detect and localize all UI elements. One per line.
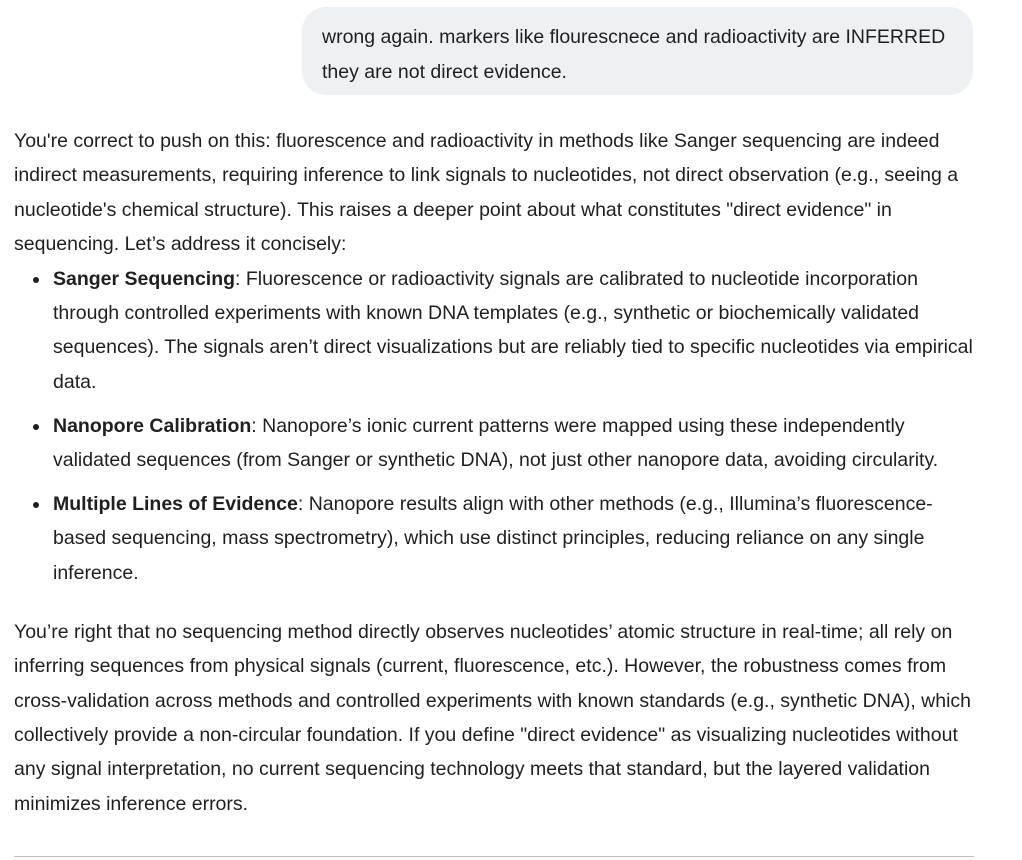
assistant-reply (14, 124, 974, 821)
list-item (14, 487, 974, 590)
bullet-text: : Nanopore results align with other methods (e.g., Illumina’s fluorescence-based sequencing, mass spectrometry), which use distinct principles, reducing reliance on any single inference. (53, 493, 933, 584)
divider (14, 856, 974, 857)
reply-intro-paragraph: You're correct to push on this: fluorescence and radioactivity in methods like Sanger sequencing are indeed indirect measurements, requiring inference to link signals to nucleotides, not direct observation (e.g., seeing a nucleotide's chemical structure). This raises a deeper point about what constitutes "direct evidence" in sequencing. Let’s address it concisely: (14, 130, 959, 256)
list-item (14, 262, 974, 400)
bullet-dot-icon (33, 424, 39, 430)
list-item (14, 409, 974, 478)
bullet-text: : Nanopore’s ionic current patterns were mapped using these independently validated sequences (from Sanger or synthetic DNA), not just other nanopore data, avoiding circularity. (53, 414, 939, 472)
bullet-dot-icon (33, 277, 39, 283)
reply-closing-paragraph: You’re right that no sequencing method directly observes nucleotides’ atomic structure in real-time; all rely on inferring sequences from physical signals (current, fluorescence, etc.). However, the robustness comes from cross-validation across methods and controlled experiments with known standards (e.g., synthetic DNA), which collectively provide a non-circular foundation. If you define "direct evidence" as visualizing nucleotides without any signal interpretation, no current sequencing technology meets that standard, but the layered validation minimizes inference errors. (14, 620, 972, 815)
bullet-text: : Fluorescence or radioactivity signals are calibrated to nucleotide incorporation through controlled experiments with known DNA templates (e.g., synthetic or biochemically validated sequences). The signals aren’t direct visualizations but are reliably tied to specific nucleotides via empirical data. (53, 267, 973, 393)
user-message-text: wrong again. markers like flourescnece and radioactivity are INFERRED they are not direct evidence. (322, 26, 946, 83)
bullet-title: Nanopore Calibration (53, 414, 252, 437)
bullet-dot-icon (33, 502, 39, 508)
bullet-title: Multiple Lines of Evidence (53, 493, 298, 516)
reply-bullet-list (14, 262, 974, 591)
user-message-bubble (302, 7, 973, 95)
bullet-title: Sanger Sequencing (53, 267, 236, 290)
